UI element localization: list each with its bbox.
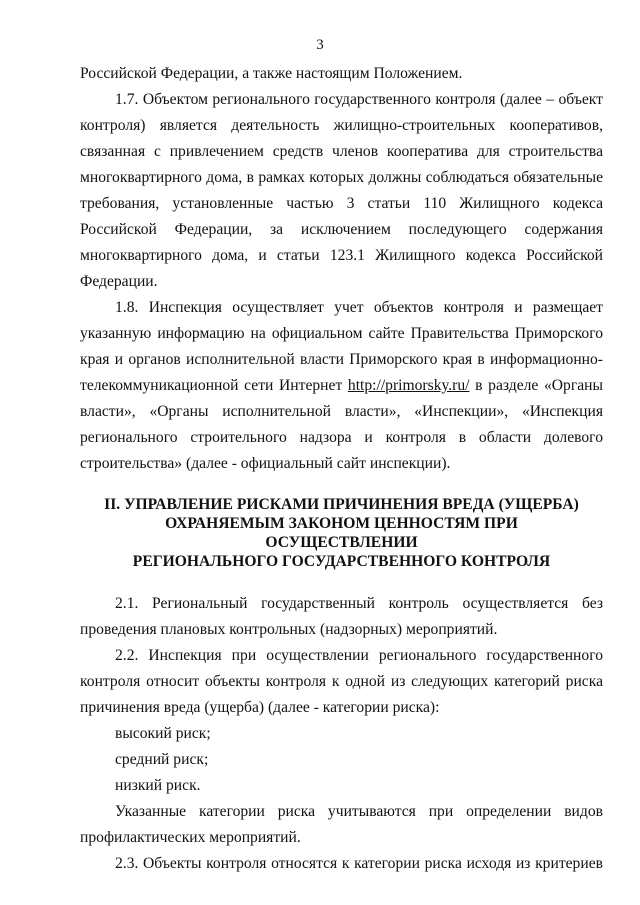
risk-category-low: низкий риск. xyxy=(115,777,201,794)
risk-category-high: высокий риск; xyxy=(115,725,211,742)
paragraph-1-7: 1.7. Объектом регионального государственного контроля (далее – объект контроля) является деятельность жилищно-строительных кооперативов, связанная с привлечением средств членов кооператива для строительства многоквартирного дома, в рамках которых должны соблюдаться обязательные требования, установленные частью 3 статьи 110 Жилищного кодекса Российской Федерации, за исключением последующего содержания многоквартирного дома, и статьи 123.1 Жилищного кодекса Российской Федерации. xyxy=(80,91,603,290)
paragraph-continuation: Российской Федерации, а также настоящим Положением. xyxy=(80,65,463,82)
section-heading-line-3: РЕГИОНАЛЬНОГО ГОСУДАРСТВЕННОГО КОНТРОЛЯ xyxy=(132,553,551,570)
paragraph-2-1: 2.1. Региональный государственный контроль осуществляется без проведения плановых контрольных (надзорных) мероприятий. xyxy=(80,595,603,638)
section-heading-line-2: ОХРАНЯЕМЫМ ЗАКОНОМ ЦЕННОСТЯМ ПРИ ОСУЩЕСТВЛЕНИИ xyxy=(165,515,518,551)
section-heading xyxy=(80,495,603,571)
paragraph-2-3: 2.3. Объекты контроля относятся к категории риска исходя из критериев xyxy=(115,855,603,872)
paragraph-1-8-text-end: в разделе «Органы власти», «Органы исполнительной власти», «Инспекции», «Инспекция регионального строительного надзора и контроля в области долевого строительства» (далее - официальный сайт инспекции). xyxy=(80,377,603,472)
paragraph-risk-categories-usage: Указанные категории риска учитываются при определении видов профилактических мероприятий. xyxy=(80,803,603,846)
paragraph-2-2: 2.2. Инспекция при осуществлении регионального государственного контроля относит объекты контроля к одной из следующих категорий риска причинения вреда (ущерба) (далее - категории риска): xyxy=(80,647,603,716)
risk-category-medium: средний риск; xyxy=(115,751,209,768)
paragraph-1-8 xyxy=(80,295,603,477)
section-heading-line-1: II. УПРАВЛЕНИЕ РИСКАМИ ПРИЧИНЕНИЯ ВРЕДА (УЩЕРБА) xyxy=(104,496,579,513)
document-body xyxy=(80,61,603,877)
primorsky-site-link[interactable]: http://primorsky.ru/ xyxy=(347,377,470,394)
paragraph-1-8-text-start: 1.8. Инспекция осуществляет учет объектов контроля и размещает указанную информацию на официальном сайте Правительства Приморского края и органов исполнительной власти Приморского края в информационно-телекоммуникационной сети Интернет xyxy=(80,299,603,394)
page-number: 3 xyxy=(316,37,324,53)
